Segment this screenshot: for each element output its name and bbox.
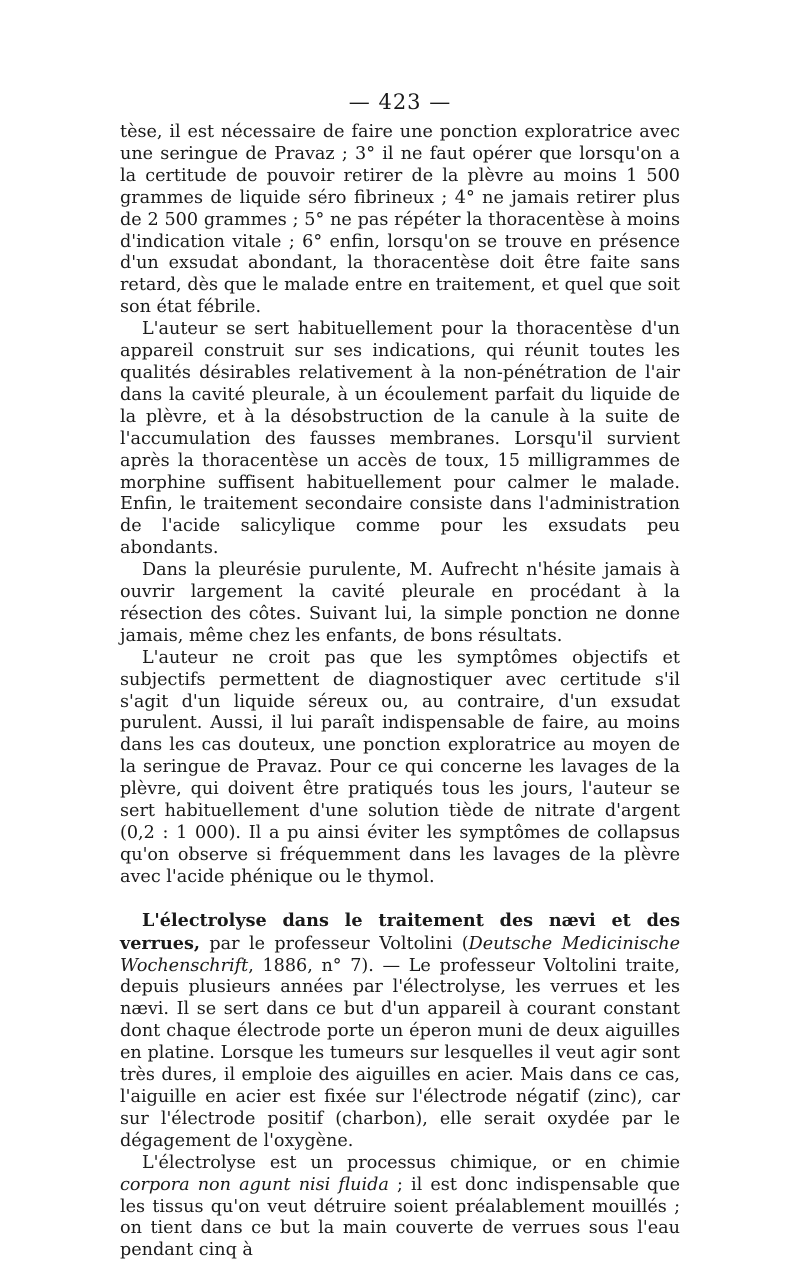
text-run: L'auteur ne croit pas que les symptômes objectifs et subjectifs permettent de diagnostiquer avec certitude s'il s'agit d'un liquide séreux ou, au contraire, d'un exsudat purulent. Aussi, il lui paraît indispensable de faire, au moins dans les cas douteux, une ponction exploratrice au moyen de la seringue de Pravaz. Pour ce qui concerne les lavages de la plèvre, qui doivent être pratiqués tous les jours, l'auteur se sert habituellement d'une solution tiède de nitrate d'argent (0,2 : 1 000). Il a pu ainsi éviter les symptômes de collapsus qu'on observe si fréquemment dans les lavages de la plèvre avec l'acide phénique ou le thymol. [120, 647, 680, 887]
text-run: , 1886, n° 7). — Le professeur Voltolini traite, depuis plusieurs années par l'électrolyse, les verrues et les nævi. Il se sert dans ce but d'un appareil à courant constant dont chaque électrode porte un éperon muni de deux aiguilles en platine. Lorsque les tumeurs sur lesquelles il veut agir sont très dures, il emploie des aiguilles en acier. Mais dans ce cas, l'aiguille en acier est fixée sur l'électrode négatif (zinc), car sur l'électrode positif (charbon), elle serait oxydée par le dégagement de l'oxygène. [120, 955, 680, 1151]
text-run: ; il est donc indispensable que les tissus qu'on veut détruire soient préalablement mouillés ; on tient dans ce but la main couverte de verrues sous l'eau pendant cinq à [120, 1174, 680, 1261]
text-column [120, 122, 680, 1262]
paragraph-continuation [120, 122, 680, 319]
article-electrolysis [120, 910, 680, 1153]
paragraph-purulent-pleurisy [120, 560, 680, 648]
paragraph-apparatus [120, 319, 680, 560]
paragraph-diagnosis [120, 648, 680, 889]
text-run: L'auteur se sert habituellement pour la thoracentèse d'un appareil construit sur ses indications, qui réunit toutes les qualités désirables relativement à la non-pénétration de l'air dans la cavité pleurale, à un écoulement parfait du liquide de la plèvre, et à la désobstruction de la canule à la suite de l'accumulation des fausses membranes. Lorsqu'il survient après la thoracentèse un accès de toux, 15 milligrammes de morphine suffisent habituellement pour calmer le malade. Enfin, le traitement secondaire consiste dans l'administration de l'acide salicylique comme pour les exsudats peu abondants. [120, 319, 680, 559]
text-run: par le professeur Voltolini ( [199, 933, 469, 954]
page-number: — 423 — [348, 90, 452, 114]
journal-title: Deutsche Medicinische Wochenschrift [120, 933, 680, 976]
text-run: L'électrolyse est un processus chimique, or en chimie [142, 1152, 680, 1173]
text-run: tèse, il est nécessaire de faire une ponction exploratrice avec une seringue de Pravaz ; 3° il ne faut opérer que lorsqu'on a la certitude de pouvoir retirer de la plèvre au moins 1 500 grammes de liquide séro fibrineux ; 4° ne jamais retirer plus de 2 500 grammes ; 5° ne pas répéter la thoracentèse à moins d'indication vitale ; 6° enfin, lorsqu'on se trouve en présence d'un exsudat abondant, la thoracentèse doit être faite sans retard, dès que le malade entre en traitement, et quel que soit son état fébrile. [120, 122, 680, 318]
article-heading: L'électrolyse dans le traitement des nævi et des verrues, [120, 909, 680, 954]
latin-quote: corpora non agunt nisi fluida [120, 1174, 389, 1195]
text-run: Dans la pleurésie purulente, M. Aufrecht n'hésite jamais à ouvrir largement la cavité pleurale en procédant à la résection des côtes. Suivant lui, la simple ponction ne donne jamais, même chez les enfants, de bons résultats. [120, 560, 680, 646]
paragraph-chemistry [120, 1153, 680, 1262]
